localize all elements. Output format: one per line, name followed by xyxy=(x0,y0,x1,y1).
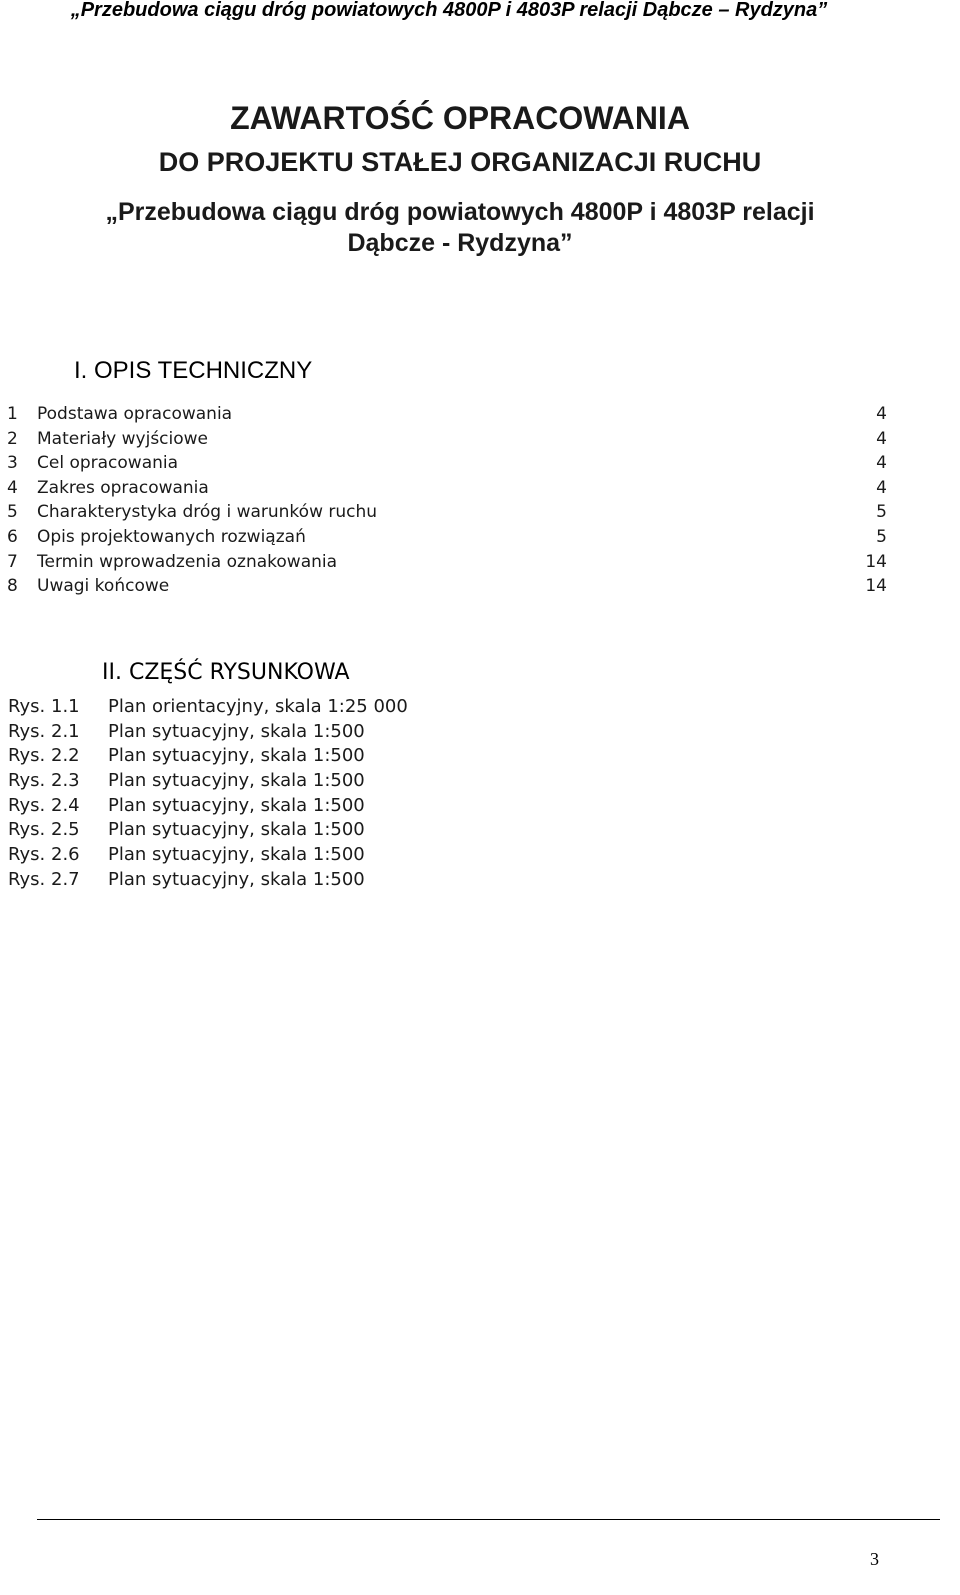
drawing-entry xyxy=(8,769,408,794)
toc-entry-label: Charakterystyka dróg i warunków ruchu xyxy=(37,502,378,523)
toc-entry-label: Uwagi końcowe xyxy=(37,576,170,597)
toc-entry-label: Termin wprowadzenia oznakowania xyxy=(37,551,338,572)
toc-entry-number: 7 xyxy=(7,551,18,572)
toc-entry[interactable] xyxy=(7,476,887,501)
drawing-label: Plan sytuacyjny, skala 1:500 xyxy=(108,868,365,890)
drawing-id: Rys. 2.2 xyxy=(8,745,80,767)
toc-entry-label: Materiały wyjściowe xyxy=(37,428,209,449)
toc-entry-page: 14 xyxy=(865,551,887,572)
toc-entry-page: 5 xyxy=(876,502,887,523)
toc-entry-label: Podstawa opracowania xyxy=(37,404,233,424)
table-of-contents xyxy=(7,402,887,599)
drawing-entry xyxy=(8,843,408,868)
toc-entry-number: 5 xyxy=(7,502,18,523)
toc-entry[interactable] xyxy=(7,402,887,427)
page-number: 3 xyxy=(870,1549,879,1569)
toc-entry[interactable] xyxy=(7,451,887,476)
drawing-id: Rys. 2.5 xyxy=(8,819,80,841)
project-name-line-1: „Przebudowa ciągu dróg powiatowych 4800P i 4803P relacji xyxy=(105,198,815,226)
drawing-label: Plan orientacyjny, skala 1:25 000 xyxy=(108,696,408,717)
drawing-label: Plan sytuacyjny, skala 1:500 xyxy=(108,770,365,792)
toc-entry-number: 3 xyxy=(7,453,18,474)
toc-entry-label: Opis projektowanych rozwiązań xyxy=(37,526,306,547)
drawing-entry xyxy=(8,868,408,893)
toc-entry-page: 14 xyxy=(865,576,887,597)
drawing-id: Rys. 2.7 xyxy=(8,868,80,890)
drawing-id: Rys. 2.3 xyxy=(8,770,80,792)
toc-entry[interactable] xyxy=(7,427,887,452)
drawing-entry xyxy=(8,744,408,769)
toc-entry[interactable] xyxy=(7,500,887,525)
drawing-label: Plan sytuacyjny, skala 1:500 xyxy=(108,720,365,742)
drawing-entry xyxy=(8,695,408,720)
toc-entry[interactable] xyxy=(7,574,887,599)
toc-entry-page: 4 xyxy=(876,428,887,449)
drawing-entry xyxy=(8,794,408,819)
drawing-id: Rys. 2.6 xyxy=(8,844,80,866)
toc-entry[interactable] xyxy=(7,550,887,575)
drawing-label: Plan sytuacyjny, skala 1:500 xyxy=(108,745,365,767)
drawing-label: Plan sytuacyjny, skala 1:500 xyxy=(108,844,365,866)
document-title: ZAWARTOŚĆ OPRACOWANIA xyxy=(230,100,690,136)
drawings-list xyxy=(8,695,408,893)
drawing-id: Rys. 2.4 xyxy=(8,794,80,816)
toc-entry-label: Zakres opracowania xyxy=(37,477,209,498)
running-header: „Przebudowa ciągu dróg powiatowych 4800P i 4803P relacji Dąbcze – Rydzyna” xyxy=(70,0,828,21)
toc-entry-number: 1 xyxy=(7,404,18,424)
footer-divider xyxy=(37,1519,940,1520)
project-name-line-2: Dąbcze - Rydzyna” xyxy=(347,229,573,257)
toc-entry[interactable] xyxy=(7,525,887,550)
section-heading-drawings: II. CZĘŚĆ RYSUNKOWA xyxy=(102,660,350,685)
toc-entry-label: Cel opracowania xyxy=(37,453,179,474)
toc-entry-page: 5 xyxy=(876,526,887,547)
drawing-entry xyxy=(8,818,408,843)
drawing-label: Plan sytuacyjny, skala 1:500 xyxy=(108,819,365,841)
section-heading-technical-description: I. OPIS TECHNICZNY xyxy=(74,357,313,384)
drawing-entry xyxy=(8,720,408,745)
toc-entry-number: 8 xyxy=(7,576,18,597)
toc-entry-page: 4 xyxy=(876,453,887,474)
document-subtitle: DO PROJEKTU STAŁEJ ORGANIZACJI RUCHU xyxy=(158,147,762,177)
toc-entry-number: 2 xyxy=(7,428,18,449)
drawing-id: Rys. 1.1 xyxy=(8,696,80,717)
toc-entry-number: 4 xyxy=(7,477,18,498)
drawing-label: Plan sytuacyjny, skala 1:500 xyxy=(108,794,365,816)
toc-entry-page: 4 xyxy=(876,477,887,498)
toc-entry-number: 6 xyxy=(7,526,18,547)
drawing-id: Rys. 2.1 xyxy=(8,720,80,742)
toc-entry-page: 4 xyxy=(876,404,887,424)
